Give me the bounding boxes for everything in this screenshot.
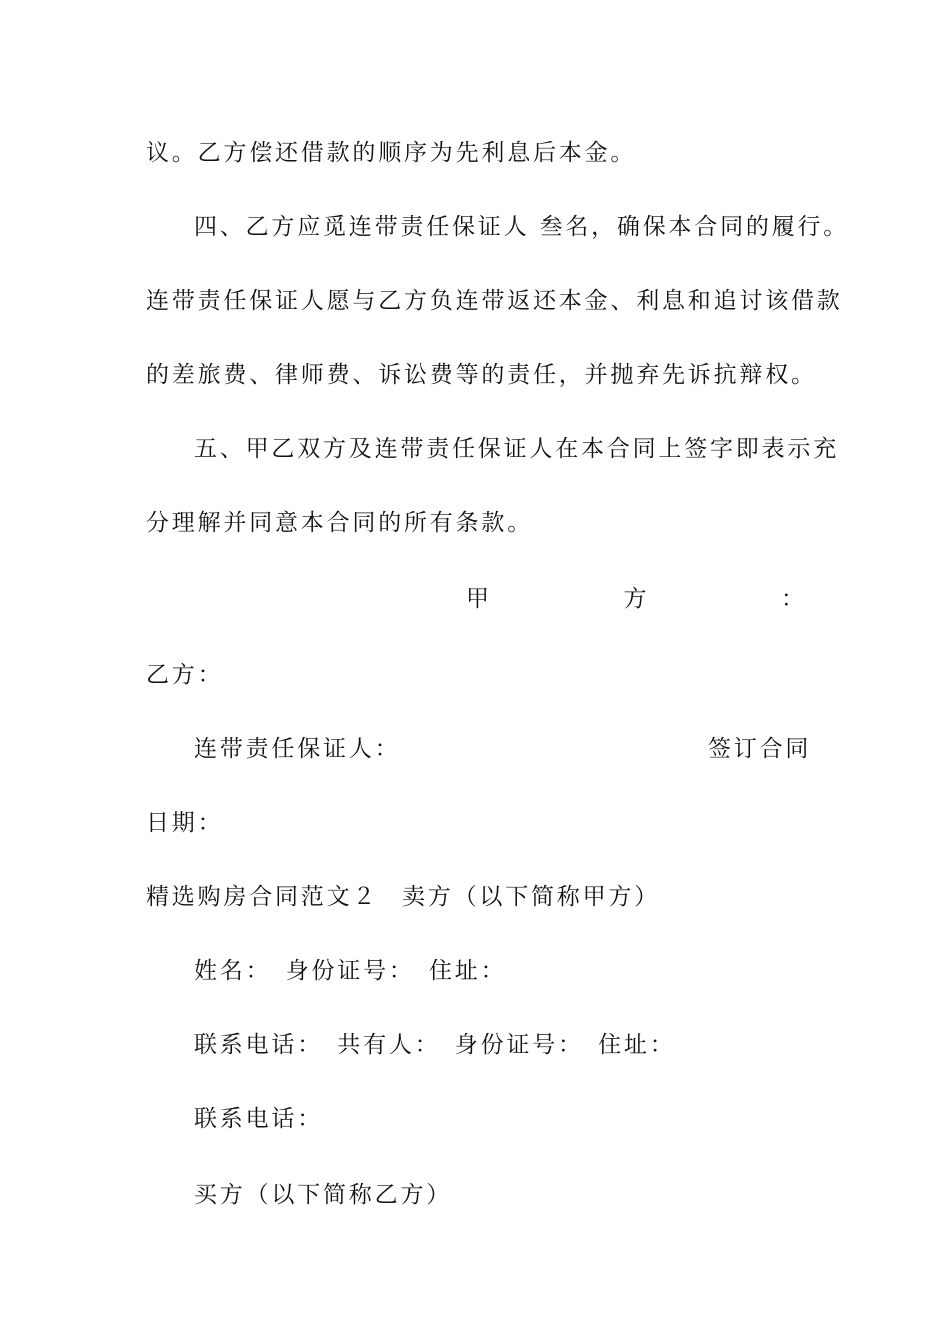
text-line: 的差旅费、律师费、诉讼费等的责任，并抛弃先诉抗辩权。: [146, 362, 817, 388]
sample-title: 精选购房合同范文２: [146, 884, 379, 910]
text-line: 分理解并同意本合同的所有条款。: [146, 510, 533, 536]
clause-five: 五、甲乙双方及连带责任保证人在本合同上签字即表示充: [194, 436, 839, 462]
sign-date-label: 签订合同: [708, 736, 812, 762]
text-line: 连带责任保证人愿与乙方负连带返还本金、利息和追讨该借款: [146, 288, 843, 314]
party-b-label: 乙方：: [146, 662, 224, 688]
seller-heading: 卖方（以下简称甲方）: [402, 884, 660, 910]
text-line: 议。乙方偿还借款的顺序为先利息后本金。: [146, 140, 637, 166]
seller-field-line: 姓名： 身份证号： 住址：: [194, 958, 507, 984]
guarantor-label: 连带责任保证人：: [194, 736, 401, 762]
buyer-heading: 买方（以下简称乙方）: [194, 1182, 452, 1208]
clause-four: 四、乙方应觅连带责任保证人 叁名，确保本合同的履行。: [194, 214, 850, 240]
seller-field-line: 联系电话： 共有人： 身份证号： 住址：: [194, 1032, 676, 1058]
seller-field-line: 联系电话：: [194, 1106, 323, 1132]
party-a-colon: ：: [781, 586, 804, 612]
party-a-char: 甲: [466, 586, 489, 612]
party-a-char: 方: [623, 586, 647, 612]
date-label: 日期：: [146, 810, 224, 836]
party-a-signature-line: [466, 584, 804, 614]
